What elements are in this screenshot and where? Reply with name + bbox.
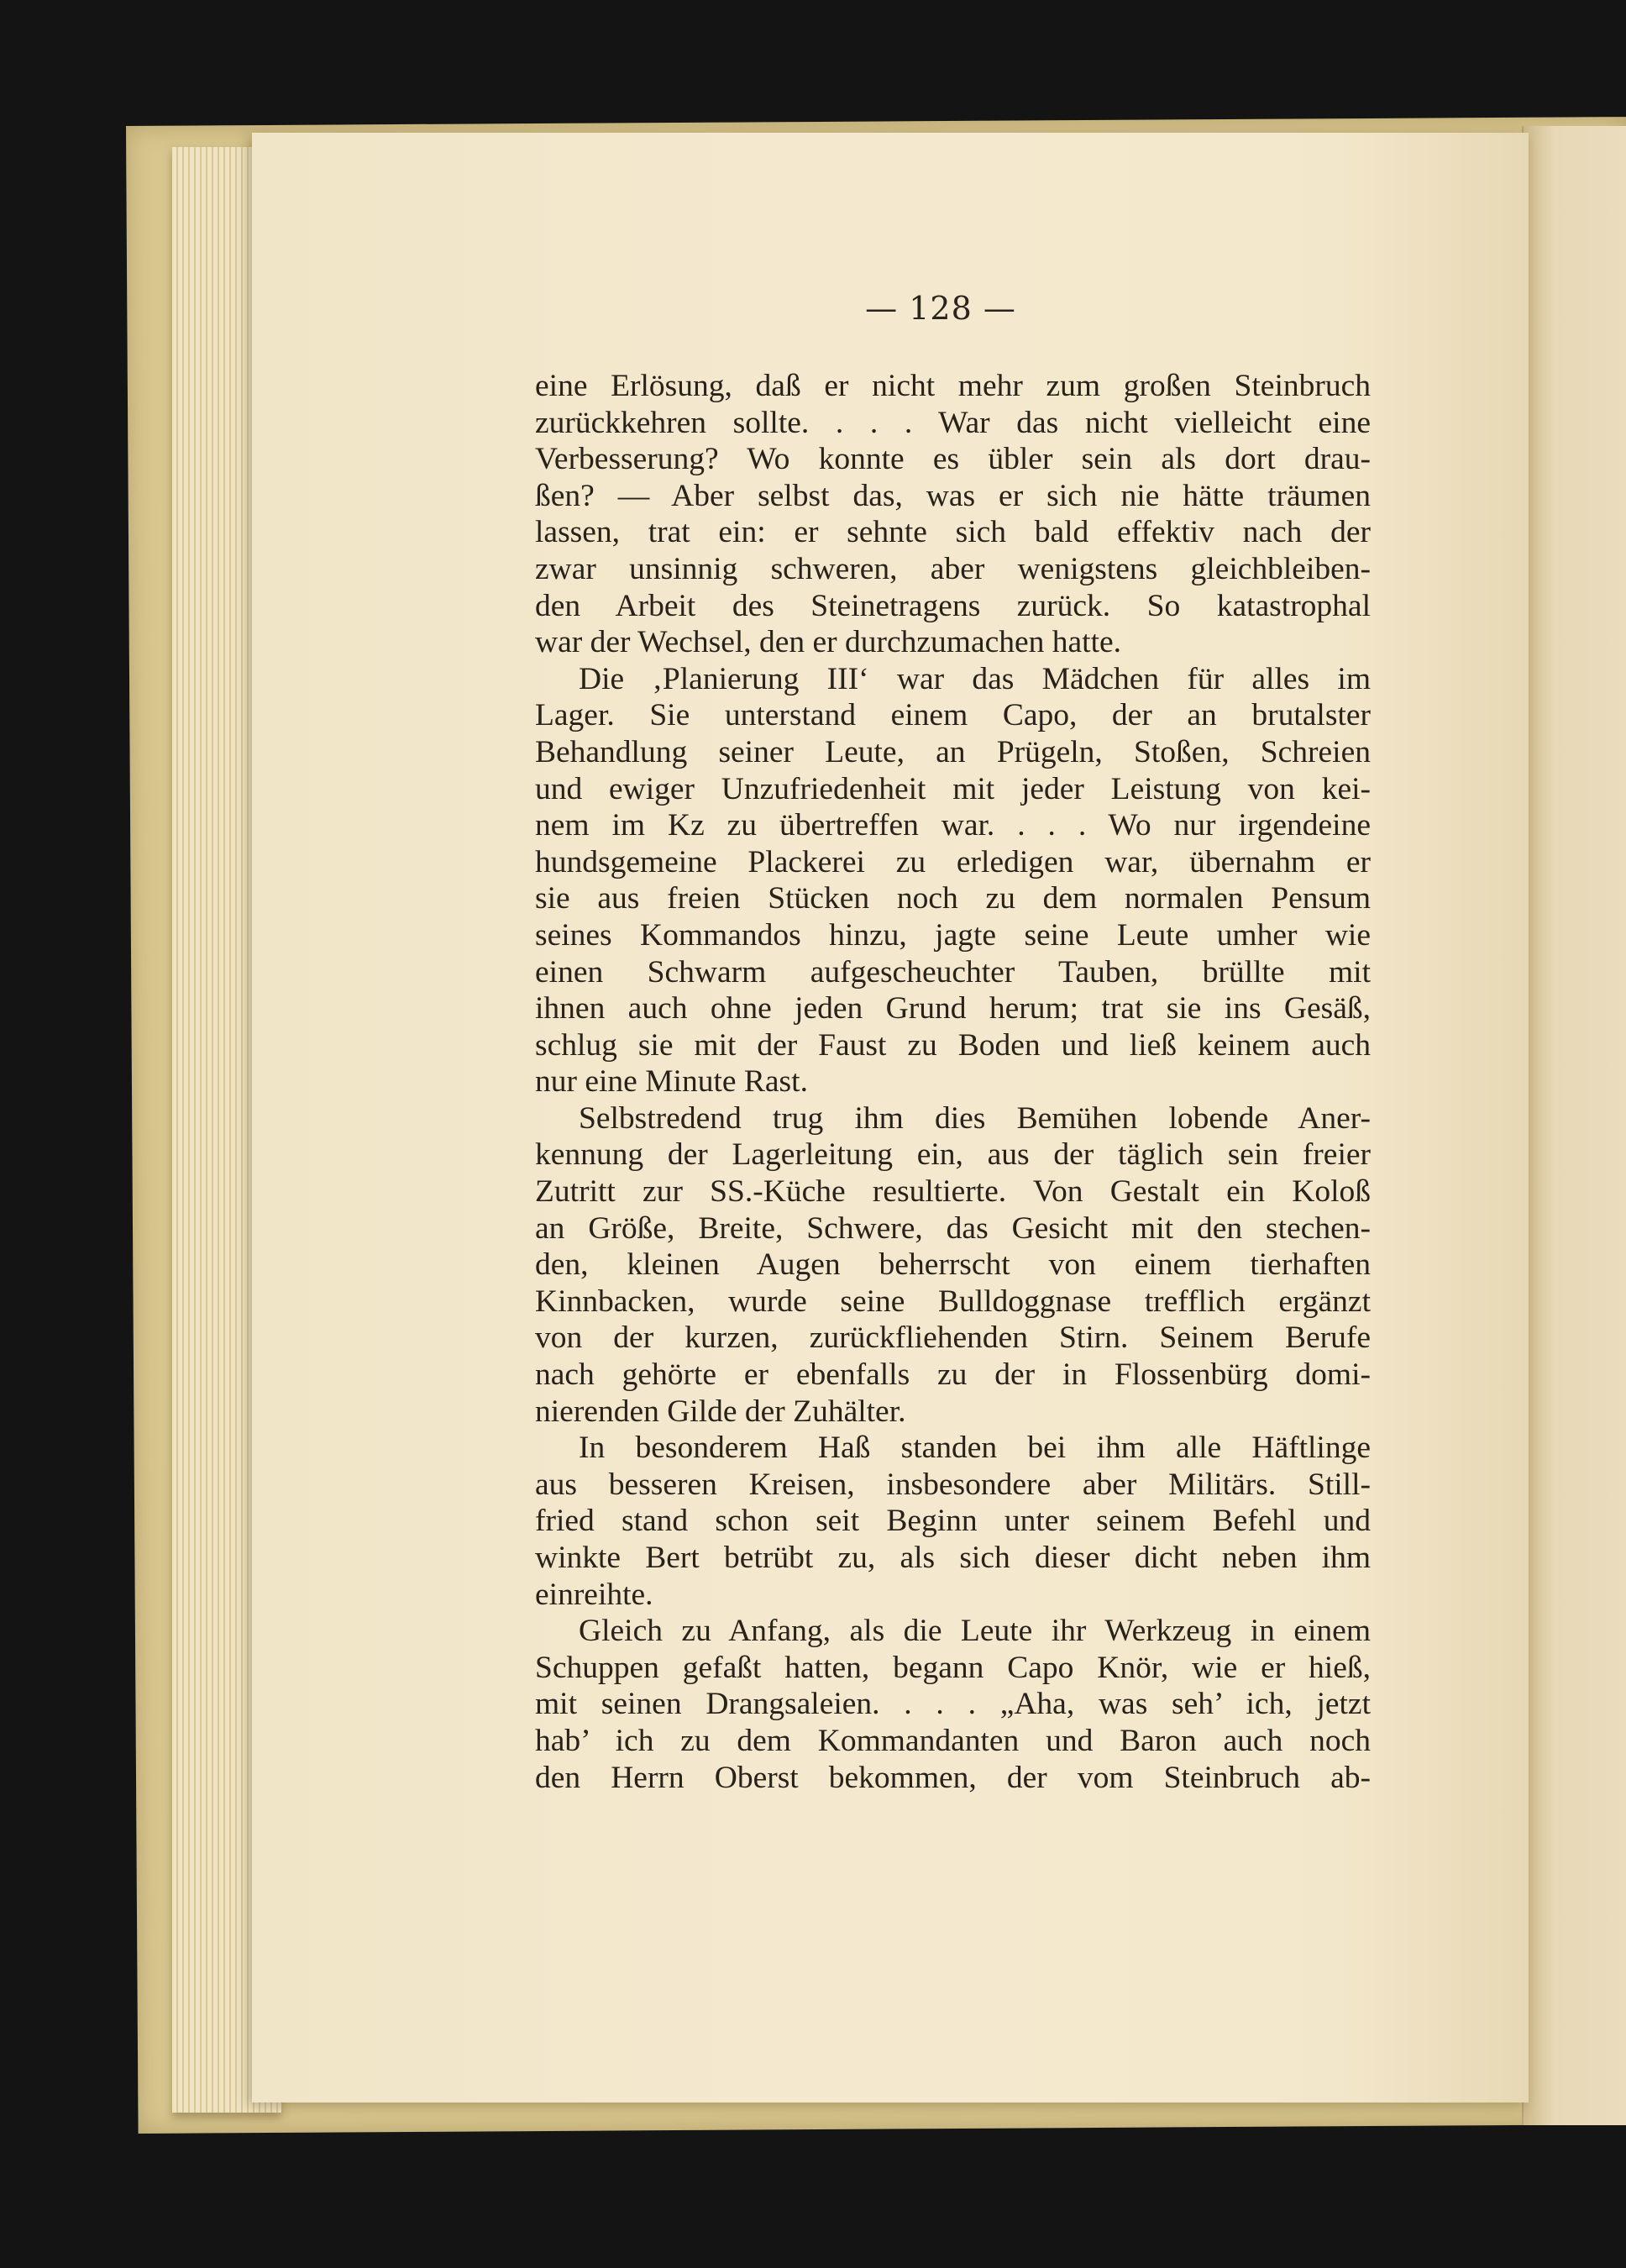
- text-line: hab’ ich zu dem Kommandanten und Baron auch noch: [535, 1723, 1371, 1758]
- text-line: den, kleinen Augen beherrscht von einem tierhaften: [535, 1247, 1371, 1283]
- facing-page-edge: [1522, 126, 1626, 2125]
- text-line: aus besseren Kreisen, insbesondere aber Militärs. Still-: [535, 1467, 1371, 1502]
- text-line: nem im Kz zu übertreffen war. . . . Wo nur irgendeine: [535, 808, 1371, 843]
- text-line: ihnen auch ohne jeden Grund herum; trat sie ins Gesäß,: [535, 991, 1371, 1026]
- text-line: von der kurzen, zurückfliehenden Stirn. Seinem Berufe: [535, 1320, 1371, 1356]
- text-line: Schuppen gefaßt hatten, begann Capo Knör, wie er hieß,: [535, 1650, 1371, 1685]
- text-line: zwar unsinnig schweren, aber wenigstens gleichbleiben-: [535, 551, 1371, 586]
- text-line: zurückkehren sollte. . . . War das nicht vielleicht eine: [535, 405, 1371, 440]
- text-line: Selbstredend trug ihm dies Bemühen lobende Aner-: [579, 1100, 1371, 1136]
- page-number: — 128 —: [865, 290, 1016, 327]
- text-line: den Arbeit des Steinetragens zurück. So katastrophal: [535, 588, 1371, 623]
- text-line: seines Kommandos hinzu, jagte seine Leute umher wie: [535, 917, 1371, 953]
- text-line: winkte Bert betrübt zu, als sich dieser dicht neben ihm: [535, 1541, 1371, 1575]
- text-line: Verbesserung? Wo konnte es übler sein als dort drau-: [535, 442, 1371, 477]
- text-line: schlug sie mit der Faust zu Boden und ließ keinem auch: [535, 1027, 1371, 1063]
- text-line: Lager. Sie unterstand einem Capo, der an brutalster: [535, 698, 1371, 733]
- text-line: fried stand schon seit Beginn unter seinem Befehl und: [535, 1504, 1371, 1539]
- body-text: [535, 368, 1371, 1796]
- text-line: Die ‚Planierung III‘ war das Mädchen für alles im: [579, 661, 1371, 696]
- text-line: den Herrn Oberst bekommen, der vom Steinbruch ab-: [535, 1760, 1371, 1795]
- text-line: In besonderem Haß standen bei ihm alle Häftlinge: [579, 1431, 1371, 1466]
- text-line: mit seinen Drangsaleien. . . . „Aha, was seh’ ich, jetzt: [535, 1687, 1371, 1722]
- text-line: war der Wechsel, den er durchzumachen hatte.: [535, 625, 1122, 660]
- text-line: und ewiger Unzufriedenheit mit jeder Leistung von kei-: [535, 771, 1371, 806]
- text-line: Zutritt zur SS.-Küche resultierte. Von Gestalt ein Koloß: [535, 1174, 1371, 1210]
- text-line: nach gehörte er ebenfalls zu der in Flossenbürg domi-: [535, 1357, 1371, 1393]
- text-line: nierenden Gilde der Zuhälter.: [535, 1394, 906, 1429]
- text-line: hundsgemeine Plackerei zu erledigen war, übernahm er: [535, 844, 1371, 879]
- text-line: Kinnbacken, wurde seine Bulldoggnase trefflich ergänzt: [535, 1284, 1371, 1319]
- text-line: nur eine Minute Rast.: [535, 1064, 808, 1100]
- text-line: lassen, trat ein: er sehnte sich bald effektiv nach der: [535, 515, 1371, 550]
- text-line: Behandlung seiner Leute, an Prügeln, Stoßen, Schreien: [535, 734, 1371, 769]
- text-line: einen Schwarm aufgescheuchter Tauben, brüllte mit: [535, 954, 1371, 990]
- text-line: an Größe, Breite, Schwere, das Gesicht mit den stechen-: [535, 1210, 1371, 1246]
- text-line: eine Erlösung, daß er nicht mehr zum großen Steinbruch: [535, 369, 1371, 403]
- text-line: kennung der Lagerleitung ein, aus der täglich sein freier: [535, 1137, 1371, 1173]
- text-line: ßen? — Aber selbst das, was er sich nie hätte träumen: [535, 478, 1371, 513]
- text-line: Gleich zu Anfang, als die Leute ihr Werkzeug in einem: [579, 1614, 1371, 1649]
- text-line: sie aus freien Stücken noch zu dem normalen Pensum: [535, 881, 1371, 916]
- text-line: einreihte.: [535, 1577, 653, 1612]
